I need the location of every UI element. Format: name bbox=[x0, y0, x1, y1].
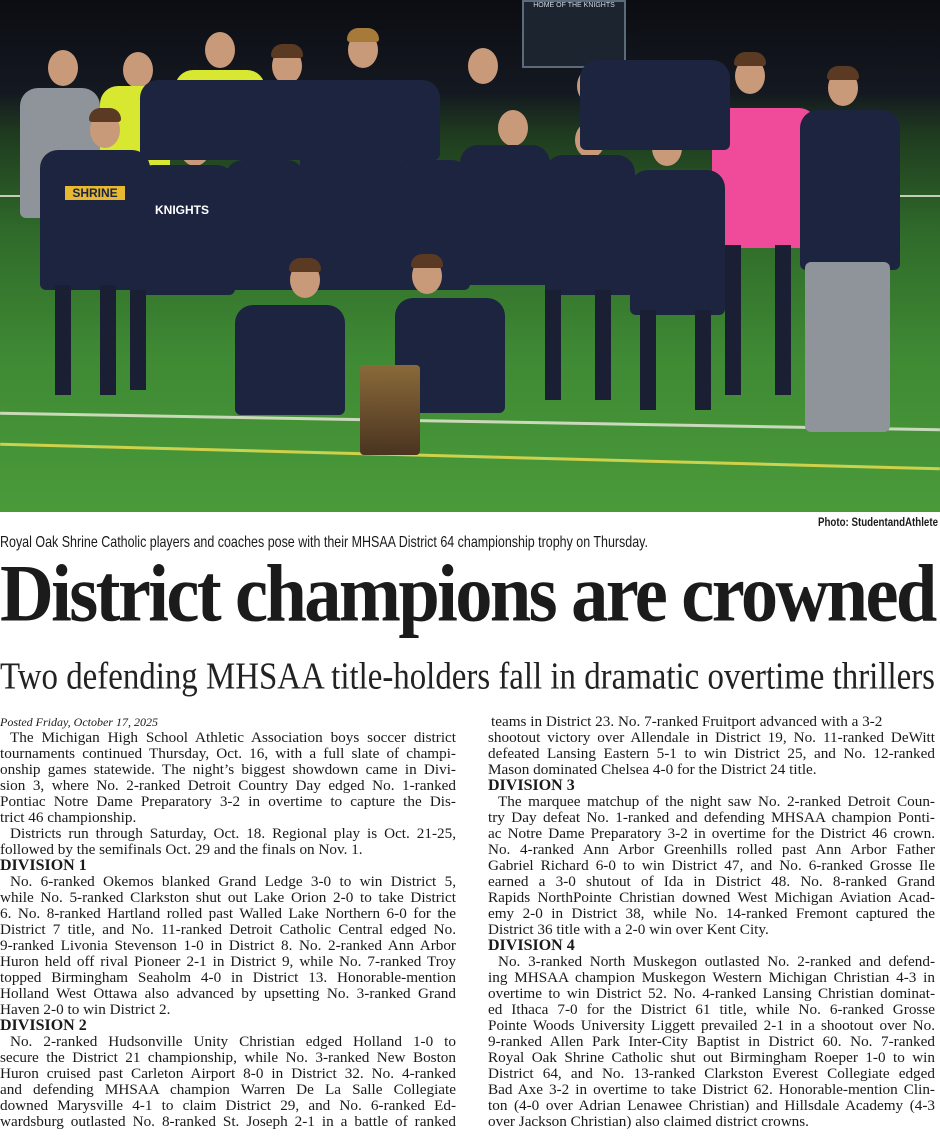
article-line: Gabriel Richard 6-0 to win District 47, and No. 6-ranked Grosse Ile bbox=[488, 857, 935, 874]
article-line: onship games statewide. The night’s biggest showdown came in Divi- bbox=[0, 761, 456, 778]
scoreboard-text: HOME OF THE KNIGHTS bbox=[533, 2, 615, 9]
article-line: 9-ranked Allen Park Inter-City Baptist in District 60. No. 7-ranked bbox=[488, 1033, 935, 1050]
photo-caption: Royal Oak Shrine Catholic players and coaches pose with their MHSAA District 64 championship trophy on Thursday. bbox=[0, 534, 648, 551]
article-line: Huron held off rival Pioneer 2-1 in District 9, while No. 7-ranked Troy bbox=[0, 953, 456, 970]
player bbox=[40, 150, 150, 290]
article-line: shootout victory over Allendale in District 19, No. 11-ranked DeWitt bbox=[488, 729, 935, 746]
article-line: Haven 2-0 to win District 2. bbox=[0, 1001, 171, 1018]
article-line: over Jackson Christian) also claimed district crowns. bbox=[488, 1113, 809, 1130]
player-group bbox=[580, 60, 730, 150]
player-kneeling bbox=[235, 305, 345, 415]
article-line: Huron cruised past Carleton Airport 8-0 in District 32. No. 4-ranked bbox=[0, 1065, 456, 1082]
article-line: Mason dominated Chelsea 4-0 for the District 24 title. bbox=[488, 761, 817, 778]
article-line: ac Notre Dame Preparatory 3-2 in overtime for the District 46 crown. bbox=[488, 825, 935, 842]
jersey-text: KNIGHTS bbox=[155, 203, 209, 217]
article-line: No. 3-ranked North Muskegon outlasted No. 2-ranked and defend- bbox=[498, 953, 935, 970]
article-line: ton (4-0 over Adrian Lenawee Christian) and Hillsdale Academy (4-3 bbox=[488, 1097, 935, 1114]
article-line: while No. 5-ranked Clarkston shut out Lake Orion 2-0 to take District bbox=[0, 889, 456, 906]
article-line: Pointe Woods University Liggett prevailed 2-1 in a shootout over No. bbox=[488, 1017, 935, 1034]
article-line: overtime to win District 52. No. 4-ranked Lansing Christian dominat- bbox=[488, 985, 935, 1002]
article-line: and defending MHSAA champion Warren De La Salle Collegiate bbox=[0, 1081, 456, 1098]
article-line: 6. No. 8-ranked Hartland rolled past Walled Lake Northern 6-0 for the bbox=[0, 905, 456, 922]
article-line: tournaments continued Thursday, Oct. 16, with a full slate of champi- bbox=[0, 745, 456, 762]
article-line: downed Marysville 4-1 to claim District 29, and No. 6-ranked Ed- bbox=[0, 1097, 456, 1114]
championship-trophy bbox=[360, 365, 420, 455]
article-line: District 64, and No. 13-ranked Clarkston Everest Collegiate edged bbox=[488, 1065, 935, 1082]
player bbox=[545, 155, 635, 295]
headline: District champions are crowned bbox=[0, 547, 935, 639]
article-line: teams in District 23. No. 7-ranked Fruitport advanced with a 3-2 bbox=[491, 713, 883, 730]
article-line: 9-ranked Livonia Stevenson 1-0 in District 8. No. 2-ranked Ann Arbor bbox=[0, 937, 456, 954]
article-column-1 bbox=[0, 714, 456, 1130]
posted-date: Posted Friday, October 17, 2025 bbox=[0, 715, 158, 729]
section-heading: DIVISION 4 bbox=[488, 937, 575, 954]
subhead: Two defending MHSAA title-holders fall in dramatic overtime thrillers bbox=[0, 654, 935, 697]
article-line: defeated Lansing Eastern 5-1 to win District 25, and No. 12-ranked bbox=[488, 745, 935, 762]
article-line: ing MHSAA champion Muskegon Western Michigan Christian 4-3 in bbox=[488, 969, 935, 986]
article-line: Holland West Ottawa also advanced by upsetting No. 3-ranked Grand bbox=[0, 985, 456, 1002]
article-line: trict 46 championship. bbox=[0, 809, 137, 826]
article-line: ed Ithaca 7-0 for the District 61 title, while No. 6-ranked Grosse bbox=[488, 1001, 935, 1018]
player bbox=[135, 165, 235, 295]
article-line: Districts run through Saturday, Oct. 18. Regional play is Oct. 21-25, bbox=[10, 825, 456, 842]
section-heading: DIVISION 2 bbox=[0, 1017, 87, 1034]
article-line: No. 6-ranked Okemos blanked Grand Ledge 3-0 to win District 5, bbox=[10, 873, 456, 890]
article-line: District 7 title, and No. 11-ranked Detroit Catholic Central edged No. bbox=[0, 921, 456, 938]
article-line: followed by the semifinals Oct. 29 and the finals on Nov. 1. bbox=[0, 841, 363, 858]
player bbox=[630, 170, 725, 315]
article-line: wardsburg outlasted No. 8-ranked St. Joseph 2-1 in a battle of ranked bbox=[0, 1113, 456, 1130]
article-line: earned a 3-0 shutout of Ida in District 48. No. 8-ranked Grand bbox=[488, 873, 935, 890]
player bbox=[460, 145, 550, 285]
section-heading: DIVISION 1 bbox=[0, 857, 87, 874]
article-line: Pontiac Notre Dame Preparatory 3-2 in overtime to capture the Dis- bbox=[0, 793, 456, 810]
article-line: No. 4-ranked Ann Arbor Greenhills rolled past Ann Arbor Father bbox=[488, 841, 935, 858]
article-line: secure the District 21 championship, while No. 3-ranked New Boston bbox=[0, 1049, 456, 1066]
player bbox=[800, 110, 900, 270]
article-line: Royal Oak Shrine Catholic shut out Birmingham Roeper 1-0 to win bbox=[488, 1049, 935, 1066]
shirt-text: SHRINE bbox=[65, 186, 125, 200]
photo-credit: Photo: StudentandAthlete bbox=[818, 515, 938, 529]
article-line: The Michigan High School Athletic Association boys soccer district bbox=[10, 729, 456, 746]
article-line: Bad Axe 3-2 in overtime to take District 62. Honorable-mention Clin- bbox=[488, 1081, 935, 1098]
article-line: topped Birmingham Seaholm 4-0 in District 13. Honorable-mention bbox=[0, 969, 456, 986]
article-line: No. 2-ranked Hudsonville Unity Christian edged Holland 1-0 to bbox=[10, 1033, 456, 1050]
section-heading: DIVISION 3 bbox=[488, 777, 575, 794]
field-line bbox=[0, 443, 940, 471]
article-line: emy 2-0 in District 38, while No. 14-ranked Fremont captured the bbox=[488, 905, 935, 922]
article-line: District 36 title with a 2-0 win over Kent City. bbox=[488, 921, 769, 938]
article-line: Rapids NorthPointe Christian downed West Michigan Aviation Acad- bbox=[488, 889, 935, 906]
article-column-2 bbox=[488, 714, 935, 1130]
team-photo bbox=[0, 0, 940, 512]
player-group bbox=[140, 80, 440, 160]
player bbox=[805, 262, 890, 432]
article-line: try Day defeat No. 1-ranked and defending MHSAA champion Ponti- bbox=[488, 809, 935, 826]
article-line: The marquee matchup of the night saw No. 2-ranked Detroit Coun- bbox=[498, 793, 935, 810]
scoreboard bbox=[522, 0, 626, 68]
article-line: sion 3, where No. 2-ranked Detroit Country Day edged No. 1-ranked bbox=[0, 777, 456, 794]
field-line bbox=[0, 412, 940, 431]
